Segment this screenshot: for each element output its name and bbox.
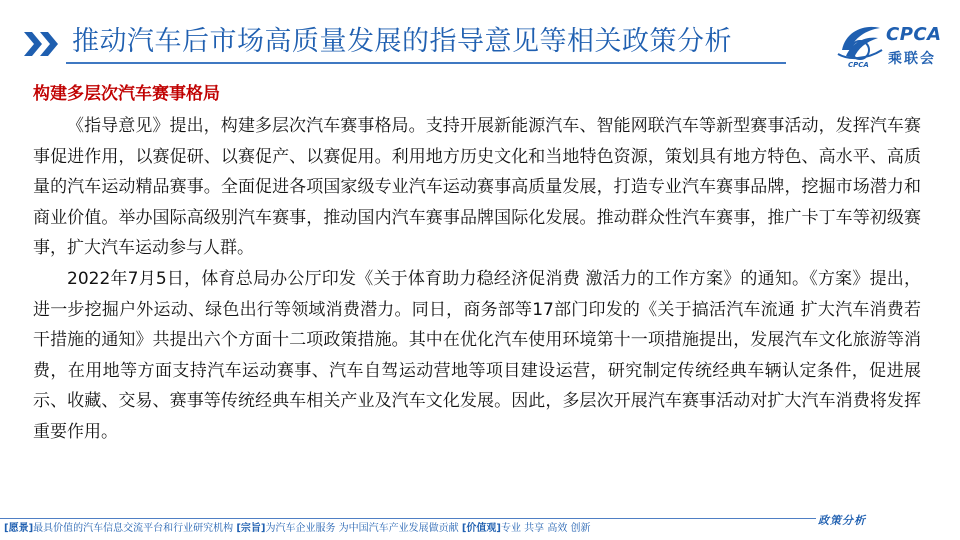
paragraph-1: 《指导意见》提出，构建多层次汽车赛事格局。支持开展新能源汽车、智能网联汽车等新型赛事活动，发挥汽车赛事促进作用，以赛促研、以赛促产、以赛促用。利用地方历史文化和当地特色资源，策划具有地方特色、高水平、高质量的汽车运动精品赛事。全面促进各项国家级专业汽车运动赛事高质量发展，打造专业汽车赛事品牌，挖掘市场潜力和商业价值。举办国际高级别汽车赛事，推动国内汽车赛事品牌国际化发展。推动群众性汽车赛事，推广卡丁车等初级赛事，扩大汽车运动参与人群。 [33, 116, 921, 259]
section-heading: 构建多层次汽车赛事格局 [33, 84, 220, 104]
footer-purpose-text: 为汽车企业服务 为中国汽车产业发展做贡献 [265, 523, 459, 534]
footer-vision-text: 最具价值的汽车信息交流平台和行业研究机构 [33, 523, 234, 534]
logo-text: CPCA [886, 24, 942, 45]
cpca-logo [836, 20, 948, 72]
paragraph-2: 2022年7月5日，体育总局办公厅印发《关于体育助力稳经济促消费 激活力的工作方案》的通知。《方案》提出，进一步挖掘户外运动、绿色出行等领域消费潜力。同日，商务部等17部门印发的《关于搞活汽车流通 扩大汽车消费若干措施的通知》共提出六个方面十二项政策措施。其中在优化汽车使用环境第十一项措施提出，发展汽车文化旅游等消费，在用地等方面支持汽车运动赛事、汽车自驾运动营地等项目建设运营，研究制定传统经典车辆认定条件，促进展示、收藏、交易、赛事等传统经典车相关产业及汽车文化发展。因此，多层次开展汽车赛事活动对扩大汽车消费将发挥重要作用。 [33, 268, 921, 442]
footer-section-label [816, 509, 960, 529]
logo-tagline: CPCA [848, 61, 869, 69]
slide-header [0, 0, 960, 72]
page-title: 推动汽车后市场高质量发展的指导意见等相关政策分析 [72, 26, 732, 57]
body-text [33, 111, 921, 448]
footer-vision-tag: [愿景] [4, 523, 34, 534]
footer-purpose-tag: [宗旨] [236, 523, 266, 534]
footer-label-text: 政策分析 [818, 514, 866, 527]
logo-chinese-name: 乘联会 [888, 51, 936, 67]
footer-mission [4, 522, 591, 536]
title-underline [66, 62, 786, 64]
footer-values-tag: [价值观] [461, 523, 501, 534]
double-chevron-right-icon [22, 30, 62, 58]
footer-values-text: 专业 共享 高效 创新 [500, 523, 591, 534]
